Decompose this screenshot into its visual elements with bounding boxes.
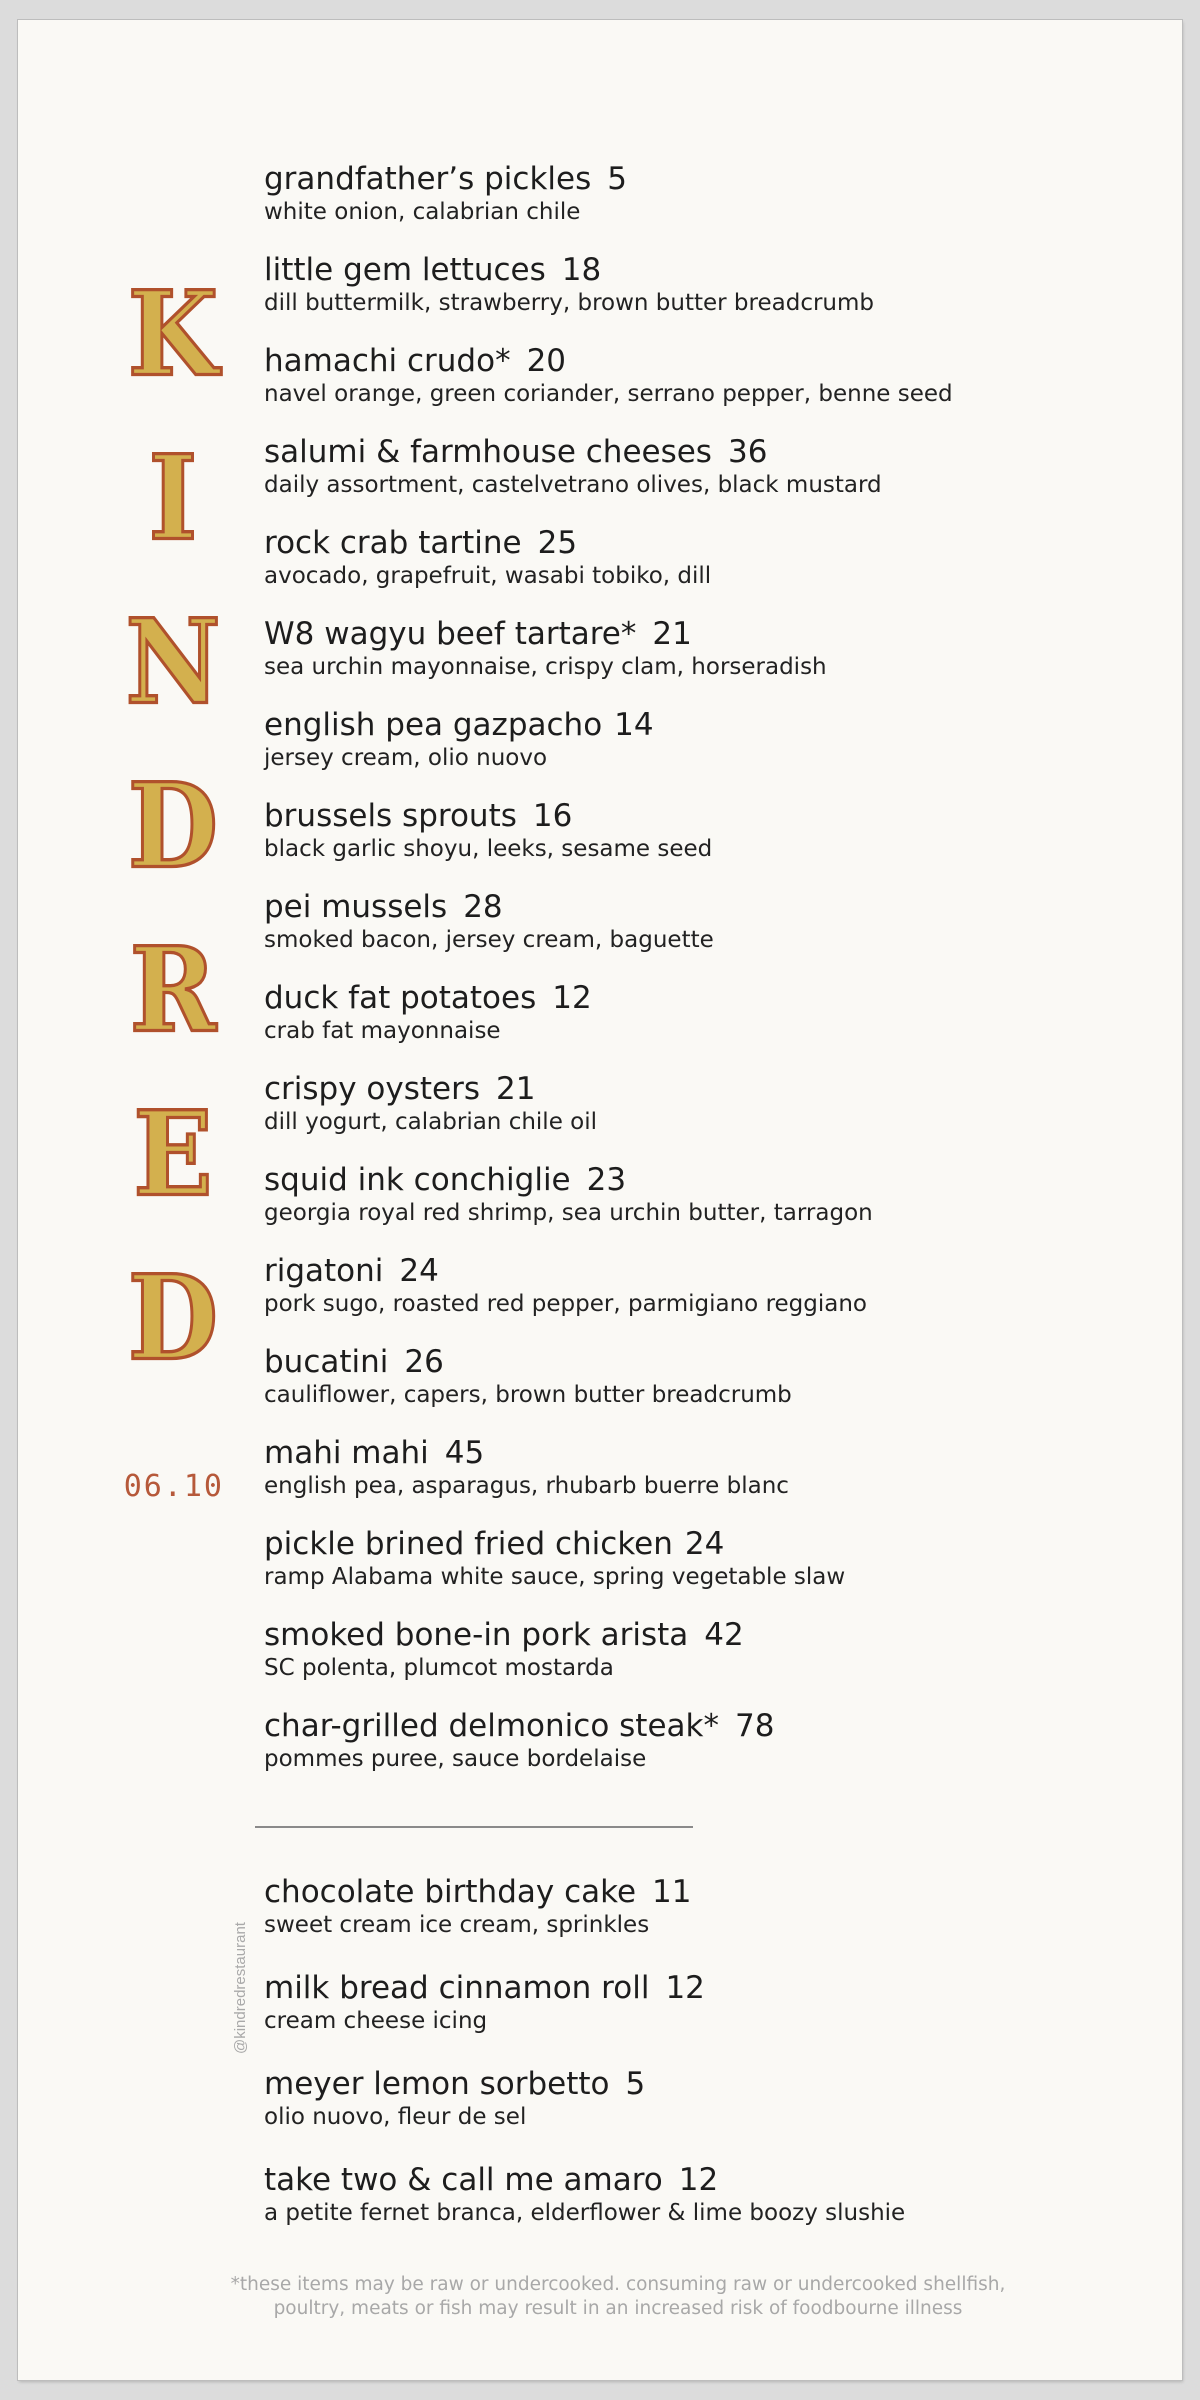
item-name: grandfather’s pickles (264, 161, 592, 197)
item-description: georgia royal red shrimp, sea urchin butter, tarragon (264, 1200, 873, 1226)
item-title (264, 1070, 1164, 1108)
item-description: SC polenta, plumcot mostarda (264, 1655, 614, 1681)
restaurant-logo (98, 252, 248, 1400)
item-description: a petite fernet branca, elderflower & lime boozy slushie (264, 2200, 906, 2226)
item-title (264, 1343, 1164, 1381)
item-name: english pea gazpacho (264, 707, 603, 743)
item-description: navel orange, green coriander, serrano pepper, benne seed (264, 381, 953, 407)
logo-letter: N (125, 592, 221, 731)
disclaimer-line: *these items may be raw or undercooked. consuming raw or undercooked shellfish, (230, 2274, 1006, 2295)
logo-letter-d2 (98, 1236, 248, 1400)
menu-item (264, 524, 1164, 615)
item-title (264, 251, 1164, 289)
item-name: crispy oysters (264, 1071, 481, 1107)
item-description: olio nuovo, fleur de sel (264, 2104, 527, 2130)
item-name: W8 wagyu beef tartare* (264, 616, 637, 652)
item-description: dill buttermilk, strawberry, brown butter breadcrumb (264, 290, 875, 316)
menu-item (264, 1252, 1164, 1343)
item-title (264, 1873, 1164, 1911)
item-price: 26 (404, 1344, 444, 1380)
item-name: salumi & farmhouse cheeses (264, 434, 712, 470)
item-title (264, 706, 1164, 744)
dessert-item (264, 2065, 1164, 2161)
dessert-item (264, 2161, 1164, 2257)
item-name: milk bread cinnamon roll (264, 1970, 650, 2006)
item-description: sea urchin mayonnaise, crispy clam, horseradish (264, 654, 827, 680)
item-description: dill yogurt, calabrian chile oil (264, 1109, 598, 1135)
item-name: char-grilled delmonico steak* (264, 1708, 719, 1744)
item-title (264, 1252, 1164, 1290)
logo-letter: E (133, 1084, 213, 1223)
logo-letter: D (127, 1248, 219, 1387)
item-price: 78 (734, 1708, 775, 1744)
item-price: 5 (607, 161, 627, 197)
item-description: smoked bacon, jersey cream, baguette (264, 927, 714, 953)
logo-letter: R (129, 920, 217, 1059)
item-name: rock crab tartine (264, 525, 522, 561)
item-name: chocolate birthday cake (264, 1874, 637, 1910)
item-title (264, 1525, 1164, 1563)
item-name: mahi mahi (264, 1435, 429, 1471)
menu-item (264, 615, 1164, 706)
item-name: rigatoni (264, 1253, 384, 1289)
item-title (264, 979, 1164, 1017)
menu-item (264, 251, 1164, 342)
menu-item (264, 1161, 1164, 1252)
item-price: 24 (399, 1253, 439, 1289)
item-price: 20 (526, 343, 567, 379)
item-price: 12 (678, 2162, 719, 2198)
social-handle: @kindredrestaurant (232, 1922, 249, 2054)
menu-item (264, 1525, 1164, 1616)
item-price: 28 (463, 889, 503, 925)
logo-letter-i (98, 416, 248, 580)
menu-item (264, 342, 1164, 433)
item-name: pei mussels (264, 889, 448, 925)
item-price: 5 (625, 2066, 646, 2102)
item-name: meyer lemon sorbetto (264, 2066, 610, 2102)
logo-letter: I (148, 428, 198, 567)
section-divider (255, 1826, 693, 1828)
item-description: white onion, calabrian chile (264, 199, 581, 225)
item-description: crab fat mayonnaise (264, 1018, 501, 1044)
item-price: 16 (532, 798, 573, 834)
item-title (264, 797, 1164, 835)
item-price: 45 (444, 1435, 485, 1471)
disclaimer-line: poultry, meats or fish may result in an increased risk of foodbourne illness (273, 2298, 963, 2319)
logo-letter-k (98, 252, 248, 416)
item-title (264, 1434, 1164, 1472)
item-name: pickle brined fried chicken (264, 1526, 673, 1562)
item-description: daily assortment, castelvetrano olives, black mustard (264, 472, 882, 498)
logo-letter: D (127, 756, 219, 895)
menu-date: 06.10 (123, 1469, 224, 1504)
dessert-menu-list (264, 1873, 1164, 2257)
item-name: little gem lettuces (264, 252, 546, 288)
item-price: 25 (537, 525, 578, 561)
menu-item (264, 1707, 1164, 1798)
item-price: 24 (684, 1526, 725, 1562)
item-title (264, 342, 1164, 380)
item-title (264, 1161, 1164, 1199)
item-title (264, 433, 1164, 471)
item-name: smoked bone-in pork arista (264, 1617, 689, 1653)
menu-item (264, 888, 1164, 979)
item-description: avocado, grapefruit, wasabi tobiko, dill (264, 563, 712, 589)
item-title (264, 2065, 1164, 2103)
item-title (264, 160, 1164, 198)
logo-letter: K (127, 264, 219, 403)
item-price: 12 (665, 1970, 705, 2006)
item-price: 21 (652, 616, 692, 652)
menu-item (264, 160, 1164, 251)
item-description: pommes puree, sauce bordelaise (264, 1746, 647, 1772)
logo-letter-e (98, 1072, 248, 1236)
menu-item (264, 1343, 1164, 1434)
item-description: english pea, asparagus, rhubarb buerre blanc (264, 1473, 789, 1499)
item-price: 11 (652, 1874, 692, 1910)
item-price: 14 (614, 707, 654, 743)
item-title (264, 1707, 1164, 1745)
menu-item (264, 433, 1164, 524)
savory-menu-list (264, 160, 1164, 1798)
item-description: pork sugo, roasted red pepper, parmigiano reggiano (264, 1291, 867, 1317)
item-description: cauliflower, capers, brown butter breadcrumb (264, 1382, 792, 1408)
item-title (264, 1969, 1164, 2007)
dessert-item (264, 1873, 1164, 1969)
logo-letter-n (98, 580, 248, 744)
item-title (264, 888, 1164, 926)
logo-letter-d (98, 744, 248, 908)
menu-item (264, 1070, 1164, 1161)
item-price: 21 (496, 1071, 536, 1107)
item-price: 36 (727, 434, 768, 470)
item-description: cream cheese icing (264, 2008, 488, 2034)
item-name: take two & call me amaro (264, 2162, 663, 2198)
menu-item (264, 797, 1164, 888)
item-description: sweet cream ice cream, sprinkles (264, 1912, 650, 1938)
menu-page (18, 20, 1182, 2380)
item-description: ramp Alabama white sauce, spring vegetable slaw (264, 1564, 846, 1590)
item-name: duck fat potatoes (264, 980, 537, 1016)
dessert-item (264, 1969, 1164, 2065)
item-title (264, 1616, 1164, 1654)
menu-item (264, 1434, 1164, 1525)
item-title (264, 615, 1164, 653)
logo-letter-r (98, 908, 248, 1072)
raw-food-disclaimer (18, 2273, 1200, 2321)
menu-item (264, 979, 1164, 1070)
menu-item (264, 706, 1164, 797)
item-title (264, 2161, 1164, 2199)
item-price: 42 (704, 1617, 744, 1653)
item-name: brussels sprouts (264, 798, 517, 834)
menu-item (264, 1616, 1164, 1707)
item-price: 23 (586, 1162, 627, 1198)
item-name: squid ink conchiglie (264, 1162, 571, 1198)
item-price: 18 (561, 252, 602, 288)
item-description: jersey cream, olio nuovo (264, 745, 548, 771)
item-name: hamachi crudo* (264, 343, 511, 379)
item-description: black garlic shoyu, leeks, sesame seed (264, 836, 713, 862)
item-name: bucatini (264, 1344, 389, 1380)
item-title (264, 524, 1164, 562)
item-price: 12 (552, 980, 592, 1016)
